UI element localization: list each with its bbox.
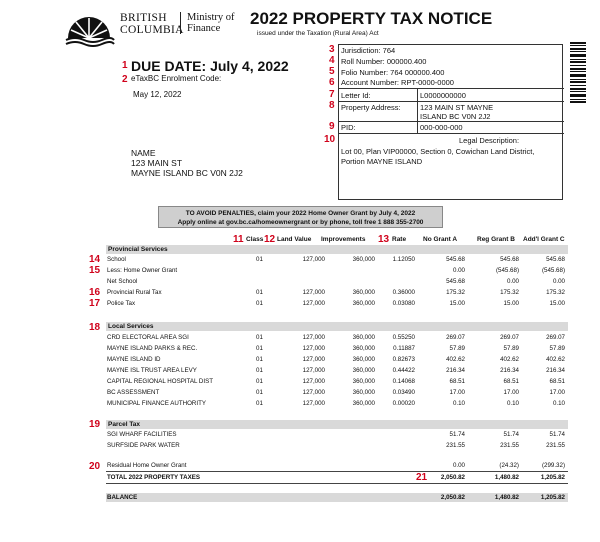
cell-a: 68.51: [449, 378, 465, 385]
section-provincial-services: Provincial Services: [106, 245, 568, 254]
etax-enrolment-code: eTaxBC Enrolment Code:: [131, 74, 222, 83]
folio-number: Folio Number: 764 000000.400: [341, 68, 445, 77]
cell-land: 127,000: [302, 378, 325, 385]
cell-desc: SURFSIDE PARK WATER: [107, 442, 180, 449]
cell-b: 269.07: [500, 334, 519, 341]
cell-desc: Less: Home Owner Grant: [107, 267, 178, 274]
cell-a: 175.32: [446, 289, 465, 296]
cell-c: 0.00: [552, 278, 565, 285]
bc-brand-text: [120, 12, 184, 36]
col-header-rate: Rate: [392, 236, 407, 243]
balance-b: 1,480.82: [494, 494, 519, 501]
cell-a: 57.89: [449, 345, 465, 352]
cell-rate: 0.11887: [393, 345, 415, 352]
property-address-line-2: ISLAND BC V0N 2J2: [420, 112, 491, 121]
cell-desc: MAYNE ISLAND ID: [107, 356, 161, 363]
cell-b: 175.32: [500, 289, 519, 296]
cell-rate: 0.03490: [392, 389, 415, 396]
address-line: 123 MAIN ST: [131, 158, 183, 168]
cell-b: 57.89: [503, 345, 519, 352]
banner-line-1: TO AVOID PENALTIES, claim your 2022 Home Owner Grant by July 4, 2022: [185, 210, 416, 217]
marker-21: 21: [416, 472, 428, 483]
ministry-text: [180, 12, 235, 34]
marker-6: 6: [329, 77, 335, 88]
cell-a: 402.62: [446, 356, 465, 363]
banner-line-2: Apply online at gov.bc.ca/homeownergrant or by phone, toll free 1 888 355-2700: [177, 219, 424, 226]
table-row: [107, 441, 567, 450]
cell-desc: MAYNE ISLAND PARKS & REC.: [107, 345, 198, 352]
cell-rate: 0.00020: [392, 400, 415, 407]
marker-20: 20: [89, 461, 101, 472]
balance-row: [107, 493, 567, 502]
total-a: 2,050.82: [440, 474, 465, 481]
cell-class: 01: [256, 389, 263, 396]
cell-b: 402.62: [500, 356, 519, 363]
cell-class: 01: [256, 256, 263, 263]
cell-a: 0.00: [452, 267, 465, 274]
marker-18: 18: [89, 322, 101, 333]
total-row: [107, 473, 567, 482]
cell-desc: Provincial Rural Tax: [107, 289, 162, 296]
col-header-no-grant: No Grant A: [423, 236, 458, 243]
cell-class: 01: [256, 334, 263, 341]
balance-c: 1,205.82: [540, 494, 565, 501]
marker-11: 11: [233, 234, 244, 245]
cell-class: 01: [256, 289, 263, 296]
legal-description-line-2: Portion MAYNE ISLAND: [341, 157, 423, 166]
cell-rate: 0.03080: [392, 300, 415, 307]
cell-class: 01: [256, 345, 263, 352]
mailing-address: [131, 148, 243, 178]
cell-b: 17.00: [503, 389, 519, 396]
address-line: MAYNE ISLAND BC V0N 2J2: [131, 168, 243, 178]
cell-desc: School: [107, 256, 126, 263]
total-b: 1,480.82: [494, 474, 519, 481]
address-line: NAME: [131, 148, 156, 158]
cell-class: 01: [256, 367, 263, 374]
marker-8: 8: [329, 100, 335, 111]
account-number: Account Number: RPT-0000-0000: [341, 78, 454, 87]
cell-a: 51.74: [449, 431, 465, 438]
cell-rate: 0.55250: [392, 334, 415, 341]
cell-b: 15.00: [503, 300, 519, 307]
cell-b: 0.00: [506, 278, 519, 285]
penalty-banner: [158, 206, 443, 228]
cell-c: 231.55: [546, 442, 565, 449]
cell-c: 216.34: [546, 367, 565, 374]
col-header-land-value: Land Value: [277, 236, 312, 243]
cell-desc: MAYNE ISL TRUST AREA LEVY: [107, 367, 197, 374]
cell-desc: SGI WHARF FACILITIES: [107, 431, 177, 438]
cell-land: 127,000: [302, 345, 325, 352]
cell-imp: 360,000: [352, 389, 375, 396]
cell-c: 15.00: [549, 300, 565, 307]
col-header-addl-grant: Add'l Grant C: [523, 236, 565, 243]
cell-a: 545.68: [446, 256, 465, 263]
marker-2: 2: [122, 74, 128, 85]
pid-label: PID:: [341, 123, 356, 132]
table-row: [107, 399, 567, 408]
cell-c: 402.62: [546, 356, 565, 363]
cell-rate: 0.44422: [392, 367, 415, 374]
cell-rate: 0.14068: [392, 378, 415, 385]
marker-9: 9: [329, 121, 335, 132]
section-local-services: Local Services: [106, 322, 568, 331]
cell-imp: 360,000: [352, 356, 375, 363]
marker-10: 10: [324, 134, 336, 145]
cell-c: 17.00: [549, 389, 565, 396]
bc-sun-logo-icon: [62, 8, 116, 48]
cell-c: (545.68): [541, 267, 565, 274]
cell-land: 127,000: [302, 389, 325, 396]
table-row: [107, 344, 567, 353]
cell-b: (545.68): [495, 267, 519, 274]
cell-a: 17.00: [449, 389, 465, 396]
notice-subtitle: issued under the Taxation (Rural Area) Act: [257, 30, 379, 37]
marker-14: 14: [89, 254, 101, 265]
marker-19: 19: [89, 419, 101, 430]
marker-15: 15: [89, 265, 101, 276]
cell-imp: 360,000: [352, 400, 375, 407]
cell-a: 545.68: [446, 278, 465, 285]
cell-imp: 360,000: [352, 334, 375, 341]
cell-imp: 360,000: [352, 378, 375, 385]
jurisdiction: Jurisdiction: 764: [341, 46, 396, 55]
cell-a: 216.34: [446, 367, 465, 374]
table-row: [107, 299, 567, 308]
cell-c: 269.07: [546, 334, 565, 341]
cell-desc: CAPITAL REGIONAL HOSPITAL DIST: [107, 378, 214, 385]
cell-desc: MUNICIPAL FINANCE AUTHORITY: [107, 400, 207, 407]
table-row: [107, 366, 567, 375]
table-row: [107, 388, 567, 397]
cell-a: 231.55: [446, 442, 465, 449]
pid-value: 000-000-000: [420, 123, 463, 132]
table-row: [107, 355, 567, 364]
cell-a: 15.00: [449, 300, 465, 307]
cell-c: 175.32: [546, 289, 565, 296]
table-row: [107, 266, 567, 275]
cell-class: 01: [256, 400, 263, 407]
residual-row: [107, 461, 567, 470]
marker-17: 17: [89, 298, 101, 309]
col-header-class: Class: [246, 236, 264, 243]
cell-b: 216.34: [500, 367, 519, 374]
cell-imp: 360,000: [352, 289, 375, 296]
marker-16: 16: [89, 287, 101, 298]
table-row: [107, 430, 567, 439]
cell-land: 127,000: [302, 256, 325, 263]
cell-b: 0.10: [506, 400, 519, 407]
notice-title: 2022 PROPERTY TAX NOTICE: [250, 9, 493, 28]
table-row: [107, 255, 567, 264]
legal-description-label: Legal Description:: [459, 136, 520, 145]
cell-land: 127,000: [302, 400, 325, 407]
cell-imp: 360,000: [352, 256, 375, 263]
balance-desc: BALANCE: [107, 494, 138, 501]
ministry-line-1: Ministry of: [187, 12, 235, 23]
cell-c: 51.74: [549, 431, 565, 438]
marker-1: 1: [122, 60, 128, 71]
ministry-line-2: Finance: [187, 23, 221, 34]
cell-land: 127,000: [302, 367, 325, 374]
cell-c: 545.68: [546, 256, 565, 263]
cell-land: 127,000: [302, 356, 325, 363]
cell-c: 68.51: [549, 378, 565, 385]
cell-a: 0.10: [452, 400, 465, 407]
brand-line-1: BRITISH: [120, 12, 167, 24]
section-parcel-tax: Parcel Tax: [106, 420, 568, 429]
cell-rate: 0.82673: [392, 356, 415, 363]
brand-line-2: COLUMBIA: [120, 24, 184, 36]
marker-4: 4: [329, 55, 335, 66]
col-header-reg-grant: Reg Grant B: [477, 236, 515, 243]
cell-a: 269.07: [446, 334, 465, 341]
total-desc: TOTAL 2022 PROPERTY TAXES: [107, 474, 200, 481]
legal-description-line-1: Lot 00, Plan VIP00000, Section 0, Cowichan Land District,: [341, 147, 535, 156]
cell-b: 68.51: [503, 378, 519, 385]
residual-desc: Residual Home Owner Grant: [107, 462, 187, 469]
cell-c: 57.89: [549, 345, 565, 352]
cell-imp: 360,000: [352, 300, 375, 307]
cell-desc: Net School: [107, 278, 138, 285]
cell-imp: 360,000: [352, 367, 375, 374]
table-row: [107, 277, 567, 286]
notice-date: May 12, 2022: [133, 90, 182, 99]
balance-a: 2,050.82: [440, 494, 465, 501]
residual-c: (299.32): [541, 462, 565, 469]
table-row: [107, 288, 567, 297]
cell-rate: 1.12050: [392, 256, 415, 263]
property-address-label: Property Address:: [341, 103, 401, 112]
cell-desc: BC ASSESSMENT: [107, 389, 160, 396]
barcode-icon: [570, 42, 586, 104]
marker-7: 7: [329, 89, 335, 100]
cell-b: 231.55: [500, 442, 519, 449]
marker-3: 3: [329, 44, 335, 55]
col-header-improvements: Improvements: [321, 236, 366, 243]
letter-id-value: L0000000000: [420, 91, 466, 100]
due-date: DUE DATE: July 4, 2022: [131, 58, 289, 74]
cell-class: 01: [256, 300, 263, 307]
cell-class: 01: [256, 378, 263, 385]
marker-5: 5: [329, 66, 335, 77]
cell-class: 01: [256, 356, 263, 363]
cell-desc: CRD ELECTORAL AREA SGI: [107, 334, 189, 341]
residual-b: (24.32): [499, 462, 519, 469]
cell-b: 51.74: [503, 431, 519, 438]
letter-id-label: Letter Id:: [341, 91, 371, 100]
cell-c: 0.10: [552, 400, 565, 407]
cell-desc: Police Tax: [107, 300, 136, 307]
cell-rate: 0.36000: [392, 289, 415, 296]
cell-land: 127,000: [302, 334, 325, 341]
property-address-line-1: 123 MAIN ST MAYNE: [420, 103, 494, 112]
marker-12: 12: [264, 234, 276, 245]
marker-13: 13: [378, 234, 390, 245]
roll-number: Roll Number: 000000.400: [341, 57, 427, 66]
table-row: [107, 333, 567, 342]
property-info-box: [338, 44, 563, 200]
cell-imp: 360,000: [352, 345, 375, 352]
table-row: [107, 377, 567, 386]
residual-a: 0.00: [452, 462, 465, 469]
cell-land: 127,000: [302, 300, 325, 307]
cell-b: 545.68: [500, 256, 519, 263]
cell-land: 127,000: [302, 289, 325, 296]
total-c: 1,205.82: [540, 474, 565, 481]
